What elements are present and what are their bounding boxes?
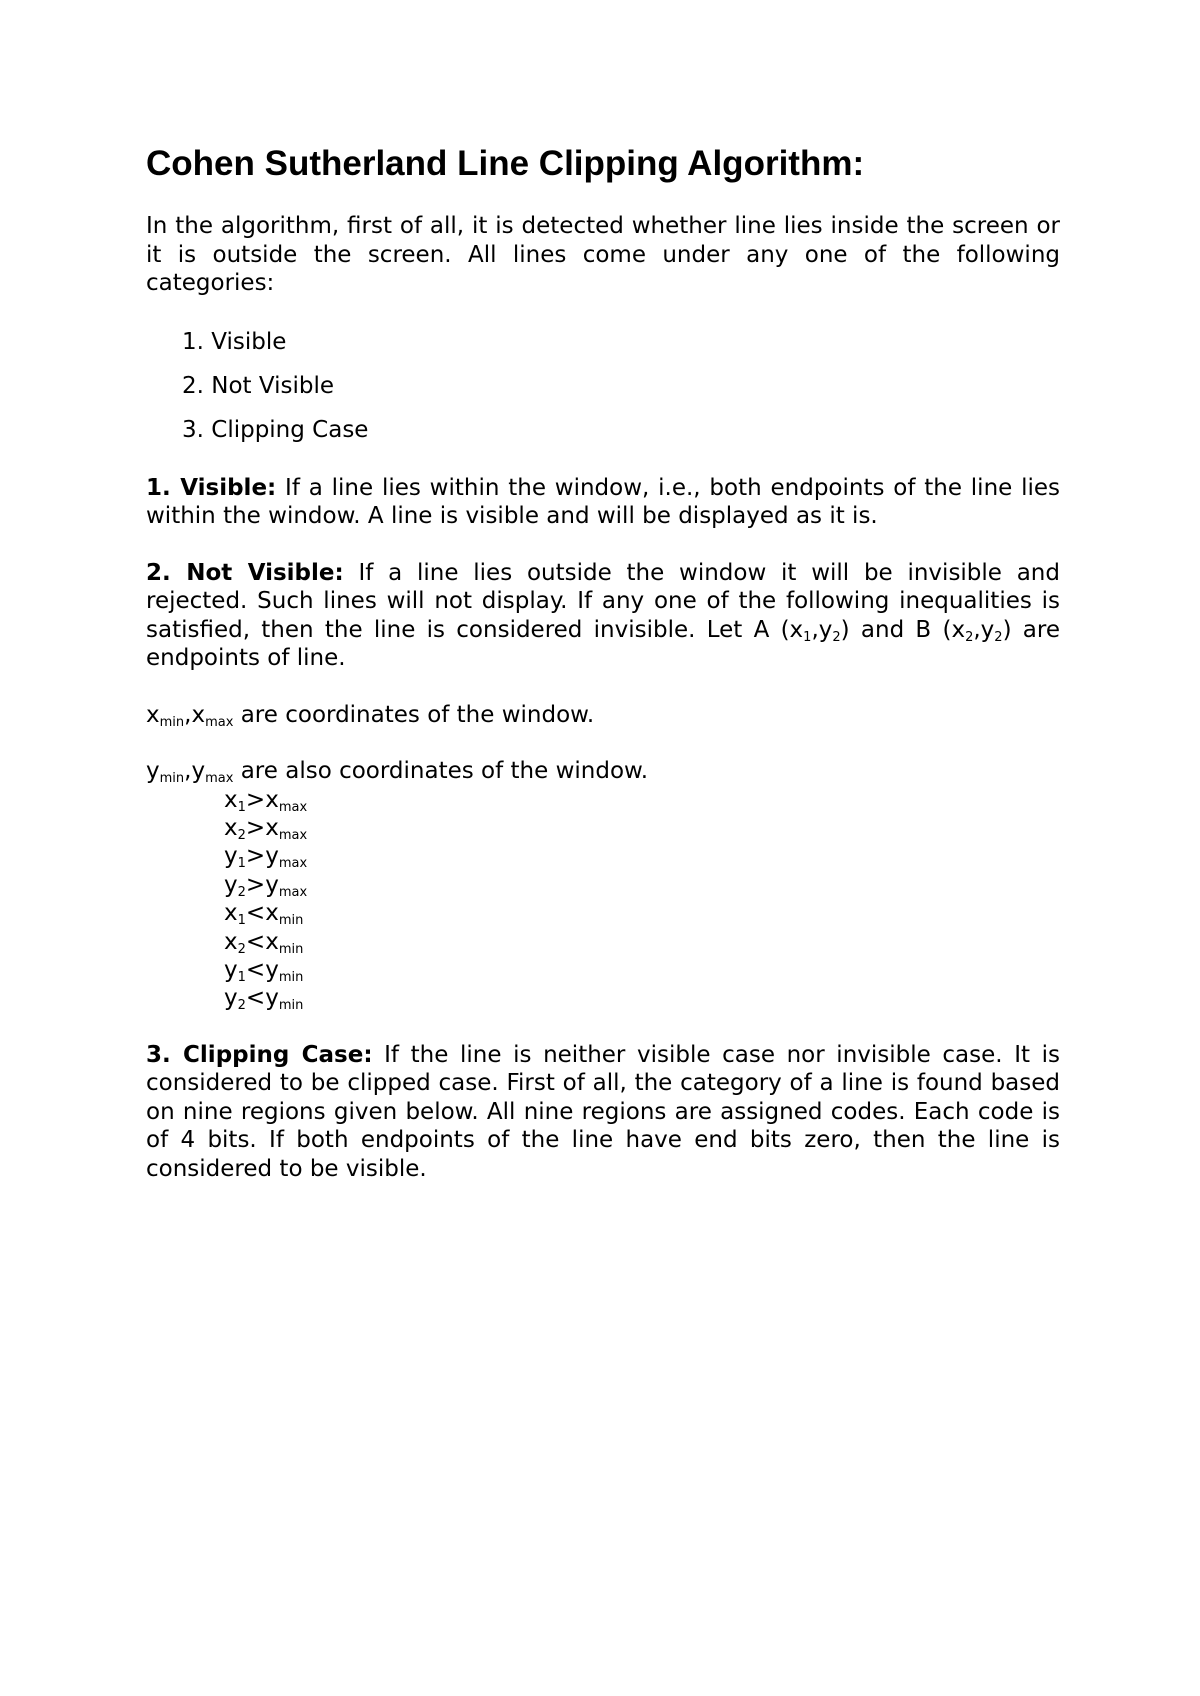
variable: ,y [184,758,206,784]
subscript: min [159,714,185,730]
variable: y [146,758,160,784]
not-visible-text: ,y [811,616,833,643]
inequality: $x_1<x_{min}$ [224,900,304,929]
not-visible-text: If a line lies outside the window it will be invisible and rejected. Such lines will not display. If any one of the following inequalities is satisfied, then the line is considered invisible. Let A (x [146,559,1060,643]
not-visible-section [146,559,1060,673]
inequality: $y_1<y_{min}$ [224,956,304,985]
list-item: 3. Clipping Case [182,416,369,443]
inequality: $y_2<y_{min}$ [224,985,304,1014]
x-coordinates-line [146,701,1060,730]
clipping-heading: 3. Clipping Case: [146,1041,373,1068]
variable: x [146,701,160,728]
inequality: $x_1>x_{max}$ [224,786,308,815]
subscript: max [205,771,234,786]
list-item: 2. Not Visible [182,372,334,399]
inequality: $x_2>x_{max}$ [224,814,308,843]
clipping-text: If the line is neither visible case nor invisible case. It is considered to be clipped case. First of all, the category of a line is found based on nine regions given below. All nine regions are assigned codes. Each code is of 4 bits. If both endpoints of the line have end bits zero, then the line is considered to be visible. [146,1041,1060,1182]
coordinates-text: are coordinates of the window. [233,701,595,728]
not-visible-heading: 2. Not Visible: [146,559,344,586]
subscript: 1 [803,629,812,645]
coordinates-text: are also coordinates of the window. [233,758,649,784]
y-coordinates-line [146,757,1060,786]
subscript: 2 [832,629,841,645]
not-visible-text: ) and B (x [840,616,966,643]
variable: ,x [184,701,206,728]
visible-text: If a line lies within the window, i.e., both endpoints of the line lies within the window. A line is visible and will be displayed as it is. [146,474,1061,529]
visible-section [146,474,1060,531]
not-visible-text: ,y [973,616,995,643]
category-list [146,320,1060,452]
intro-paragraph: In the algorithm, first of all, it is detected whether line lies inside the screen or it is outside the screen. All lines come under any one of the following categories: [146,213,1060,296]
document-page [146,142,1060,1211]
subscript: max [205,714,234,730]
page-title: Cohen Sutherland Line Clipping Algorithm: [146,144,865,183]
visible-heading: 1. Visible: [146,474,277,501]
inequality: $y_2>y_{max}$ [224,871,308,900]
subscript: min [159,771,185,786]
clipping-section [146,1041,1060,1184]
list-item: 1. Visible [182,328,287,355]
inequality: $x_2<x_{min}$ [224,928,304,957]
not-visible-text: ) are endpoints of line. [146,616,1060,671]
subscript: 2 [965,629,974,645]
subscript: 2 [994,629,1003,645]
inequality: $y_1>y_{max}$ [224,843,308,872]
inequalities-list [146,786,1060,1013]
